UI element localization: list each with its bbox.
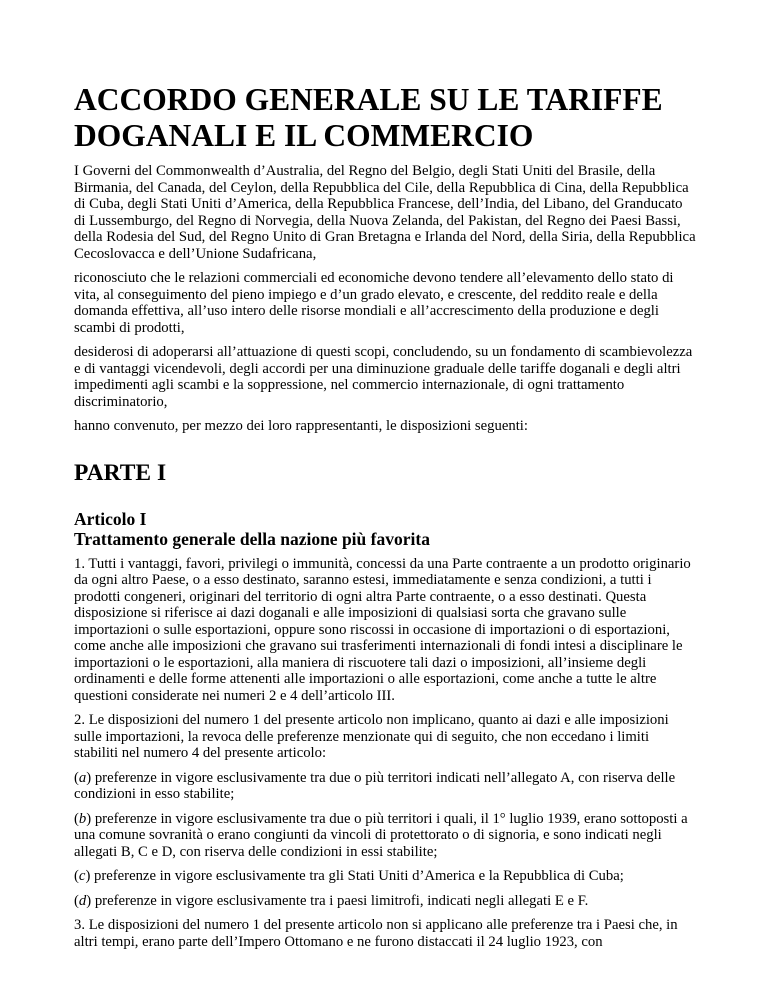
document-title: ACCORDO GENERALE SU LE TARIFFE DOGANALI E IL COMMERCIO [74, 82, 663, 153]
list-marker-b: b [78, 810, 87, 827]
list-item-d: (d) preferenze in vigore esclusivamente tra i paesi limitrofi, indicati negli allegati E e F. [74, 892, 589, 909]
list-text-d: preferenze in vigore esclusivamente tra i paesi limitrofi, indicati negli allegati E e F. [91, 892, 589, 909]
list-item-b: (b) preferenze in vigore esclusivamente tra due o più territori i quali, il 1° luglio 1939, erano sottoposti a una comune sovranità o erano congiunti da vincoli di protettorato o di signoria, e sono indicati negli allegati B, C e D, con riserva delle condizioni in essi stabilite; [74, 810, 688, 860]
list-marker-d: d [78, 892, 87, 909]
list-text-c: preferenze in vigore esclusivamente tra gli Stati Uniti d’America e la Repubblica di Cuba; [90, 868, 624, 884]
part-heading: PARTE I [74, 459, 167, 486]
article-paragraph-3: 3. Le disposizioni del numero 1 del presente articolo non si applicano alle preferenze tra i Paesi che, in altri tempi, erano parte dell’Impero Ottomano e ne furono distaccati il 24 luglio 1923, con [74, 917, 678, 950]
article-heading [74, 509, 696, 549]
list-text-a: preferenze in vigore esclusivamente tra due o più territori indicati nell’allegato A, con riserva delle condizioni in esso stabilite; [74, 769, 676, 802]
article-paragraph-2: 2. Le disposizioni del numero 1 del presente articolo non implicano, quanto ai dazi e alle imposizioni sulle importazioni, la revoca delle preferenze menzionate qui di seguito, che non eccedano i limiti stabiliti nel numero 4 del presente articolo: [74, 712, 669, 761]
preamble-paragraph-4: hanno convenuto, per mezzo dei loro rappresentanti, le disposizioni seguenti: [74, 418, 528, 434]
list-item-a: (a) preferenze in vigore esclusivamente tra due o più territori indicati nell’allegato A, con riserva delle condizioni in esso stabilite; [74, 769, 676, 802]
article-subtitle: Trattamento generale della nazione più favorita [74, 528, 430, 549]
article-paragraph-1: 1. Tutti i vantaggi, favori, privilegi o immunità, concessi da una Parte contraente a un prodotto originario da ogni altro Paese, o a esso destinato, saranno estesi, immediatamente e senza condizioni, a tutti i prodotti congeneri, originari del territorio di ogni altra Parte contraente, o a esso destinati. Questa disposizione si riferisce ai dazi doganali e alle imposizioni di qualsiasi sorta che gravano sulle importazioni o sulle esportazioni, oppure sono riscossi in occasione di importazioni o di esportazioni, come anche alle imposizioni che gravano sui trasferimenti internazionali di fondi intesi a disciplinare le importazioni o le esportazioni, alla maniera di riscuotere tali dazi o imposizioni, all’insieme degli ordinamenti e delle forme attenenti alle importazioni o alle esportazioni, come anche a tutte le altre questioni considerate nei numeri 2 e 4 dell’articolo III. [74, 555, 691, 704]
list-item-c: (c) preferenze in vigore esclusivamente tra gli Stati Uniti d’America e la Repubblica di Cuba; [74, 868, 624, 884]
article-number: Articolo I [74, 508, 147, 529]
list-marker-c: c [78, 868, 86, 884]
preamble-paragraph-3: desiderosi di adoperarsi all’attuazione di questi scopi, concludendo, su un fondamento di scambievolezza e di vantaggi vicendevoli, degli accordi per una diminuzione graduale delle tariffe doganali e degli altri impedimenti agli scambi e la soppressione, nel commercio internazionale, di ogni trattamento discriminatorio, [74, 344, 693, 410]
list-text-b: preferenze in vigore esclusivamente tra due o più territori i quali, il 1° luglio 1939, erano sottoposti a una comune sovranità o erano congiunti da vincoli di protettorato o di signoria, e sono indicati negli allegati B, C e D, con riserva delle condizioni in essi stabilite; [74, 810, 688, 860]
list-marker-a: a [78, 769, 87, 786]
preamble-paragraph-1: I Governi del Commonwealth d’Australia, del Regno del Belgio, degli Stati Uniti del Brasile, della Birmania, del Canada, del Ceylon, della Repubblica del Cile, della Repubblica di Cina, della Repubblica di Cuba, degli Stati Uniti d’America, della Repubblica Francese, dell’India, del Libano, del Granducato di Lussemburgo, del Regno di Norvegia, della Nuova Zelanda, del Pakistan, del Regno dei Paesi Bassi, della Rodesia del Sud, del Regno Unito di Gran Bretagna e Irlanda del Nord, della Siria, della Repubblica Cecoslovacca e dell’Unione Sudafricana, [74, 163, 696, 262]
preamble-paragraph-2: riconosciuto che le relazioni commerciali ed economiche devono tendere all’elevamento dello stato di vita, al conseguimento del pieno impiego e d’un grado elevato, e crescente, del reddito reale e della domanda effettiva, all’uso intero delle risorse mondiali e all’accrescimento della produzione e degli scambi di prodotti, [74, 270, 674, 336]
